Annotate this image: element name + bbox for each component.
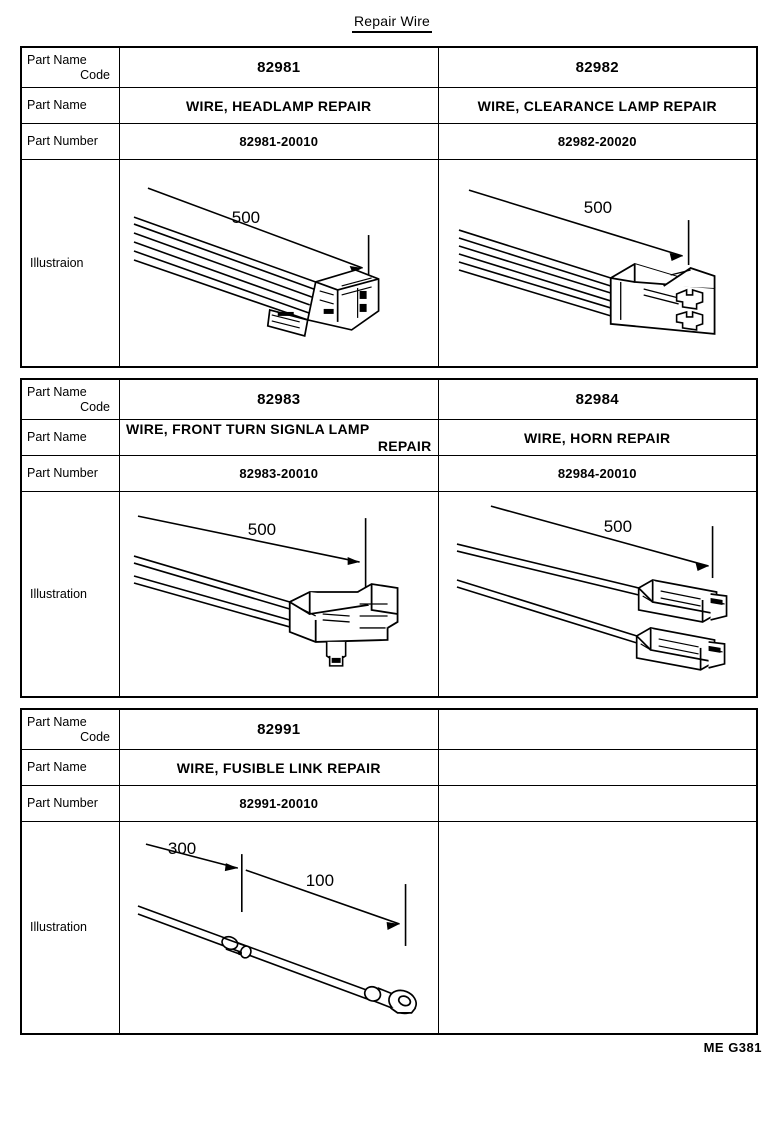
table-row bbox=[22, 124, 756, 160]
part-name-code-value-82983: 82983 bbox=[120, 380, 439, 419]
row-header-part-name-code bbox=[22, 380, 120, 419]
row-header-part-number: Part Number bbox=[22, 456, 120, 491]
dimension-label-500: 500 bbox=[603, 517, 632, 537]
row-header-illustration: Illustraion bbox=[22, 160, 120, 366]
part-name-code-value-82982: 82982 bbox=[575, 59, 619, 76]
illustration-82982-clearance-lamp-repair-wire bbox=[439, 160, 757, 366]
part-name-code-line2: Code bbox=[80, 730, 110, 744]
part-name-code-value-empty bbox=[439, 710, 757, 749]
row-header-illustration: Illustration bbox=[22, 822, 120, 1033]
part-number-value-82981: 82981-20010 bbox=[120, 124, 439, 159]
table-row bbox=[22, 420, 756, 456]
table-row bbox=[22, 380, 756, 420]
part-name-value-82991: WIRE, FUSIBLE LINK REPAIR bbox=[120, 750, 439, 785]
part-name-value-empty bbox=[439, 750, 757, 785]
row-header-part-name: Part Name bbox=[22, 88, 120, 123]
dimension-label-500: 500 bbox=[247, 520, 277, 540]
illustration-svg bbox=[120, 160, 438, 366]
part-name-code-value-82991: 82991 bbox=[120, 710, 439, 749]
dimension-label-300: 300 bbox=[167, 839, 197, 859]
page-title: Repair Wire bbox=[352, 13, 432, 33]
table-row bbox=[22, 88, 756, 124]
part-table-3 bbox=[20, 708, 758, 1035]
part-name-value-82981: WIRE, HEADLAMP REPAIR bbox=[120, 88, 439, 123]
row-header-part-number: Part Number bbox=[22, 124, 120, 159]
row-header-part-name: Part Name bbox=[22, 420, 120, 455]
row-header-part-name: Part Name bbox=[22, 750, 120, 785]
table-row bbox=[22, 48, 756, 88]
part-name-text-wrapper bbox=[126, 421, 432, 455]
part-name-line1: WIRE, FRONT TURN SIGNLA LAMP bbox=[126, 420, 370, 437]
illustration-82984-horn-repair-wire bbox=[439, 492, 757, 696]
row-header-part-name-code bbox=[22, 48, 120, 87]
part-name-code-line2: Code bbox=[80, 68, 110, 82]
dimension-label-500: 500 bbox=[231, 208, 261, 228]
illustration-svg bbox=[120, 492, 438, 696]
illustration-svg bbox=[439, 160, 757, 366]
table-row bbox=[22, 822, 756, 1033]
part-number-value-empty bbox=[439, 786, 757, 821]
illustration-svg bbox=[439, 492, 757, 696]
illustration-82983-front-turn-signal-lamp-repair-wire bbox=[120, 492, 439, 696]
part-number-value-82984: 82984-20010 bbox=[557, 466, 637, 481]
dimension-label-500: 500 bbox=[583, 198, 612, 218]
illustration-82991-fusible-link-repair-wire bbox=[120, 822, 439, 1033]
table-row bbox=[22, 160, 756, 366]
illustration-82981-headlamp-repair-wire bbox=[120, 160, 439, 366]
illustration-svg bbox=[120, 822, 438, 1033]
part-name-code-line2: Code bbox=[80, 400, 110, 414]
part-name-code-value-82981: 82981 bbox=[120, 48, 439, 87]
table-row bbox=[22, 492, 756, 696]
part-name-code-value-82984: 82984 bbox=[575, 391, 619, 408]
page-title-container bbox=[0, 13, 784, 33]
row-header-part-name-code bbox=[22, 710, 120, 749]
part-name-value-82982: WIRE, CLEARANCE LAMP REPAIR bbox=[477, 97, 717, 114]
table-row bbox=[22, 750, 756, 786]
part-name-line2: REPAIR bbox=[377, 437, 432, 454]
part-name-code-line1: Part Name bbox=[27, 715, 87, 729]
part-name-code-line1: Part Name bbox=[27, 53, 87, 67]
part-table-2 bbox=[20, 378, 758, 698]
row-header-part-number: Part Number bbox=[22, 786, 120, 821]
table-row bbox=[22, 710, 756, 750]
document-footer-code: ME G381 bbox=[703, 1040, 762, 1055]
part-name-value-82983 bbox=[120, 420, 439, 455]
table-row bbox=[22, 456, 756, 492]
part-name-code-line1: Part Name bbox=[27, 385, 87, 399]
part-number-value-82982: 82982-20020 bbox=[557, 134, 637, 149]
table-row bbox=[22, 786, 756, 822]
part-number-value-82983: 82983-20010 bbox=[120, 456, 439, 491]
dimension-label-100: 100 bbox=[305, 871, 335, 891]
part-table-1 bbox=[20, 46, 758, 368]
part-number-value-82991: 82991-20010 bbox=[120, 786, 439, 821]
illustration-empty bbox=[439, 822, 757, 1033]
part-name-value-82984: WIRE, HORN REPAIR bbox=[524, 429, 671, 446]
row-header-illustration: Illustration bbox=[22, 492, 120, 696]
